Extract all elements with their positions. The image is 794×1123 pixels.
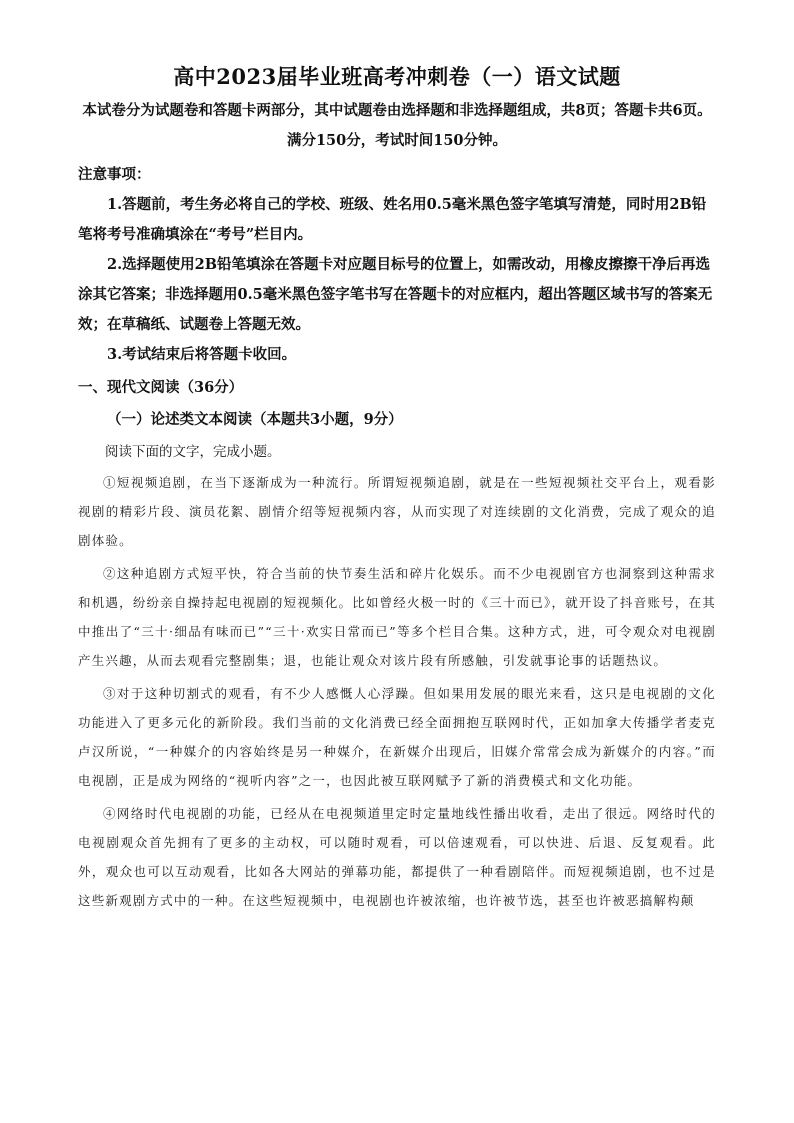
subsection-heading: （一）论述类文本阅读（本题共3小题，9分）	[107, 411, 403, 428]
notice-item-2: 2.选择题使用2B铅笔填涂在答题卡对应题目标号的位置上，如需改动，用橡皮擦擦干净后再选涂其它答案；非选择题用0.5毫米黑色签字笔书写在答题卡的对应框内，超出答题区域书写的答案无效；在草稿纸、试题卷上答题无效。	[78, 256, 713, 333]
passage-paragraph-4: ④网络时代电视剧的功能，已经从在电视频道里定时定量地线性播出收看，走出了很远。网络时代的电视剧观众首先拥有了更多的主动权，可以随时观看，可以倍速观看，可以快进、后退、反复观看。此外，观众也可以互动观看，比如各大网站的弹幕功能，都提供了一种看剧陪伴。而短视频追剧，也不过是这些新观剧方式中的一种。在这些短视频中，电视剧也许被浓缩，也许被节选，甚至也许被恶搞解构颠	[78, 806, 716, 908]
notice-item-3: 3.考试结束后将答题卡收回。	[107, 346, 297, 363]
passage-paragraph-2: ②这种追剧方式短平快，符合当前的快节奏生活和碎片化娱乐。而不少电视剧官方也洞察到这种需求和机遇，纷纷亲自操持起电视剧的短视频化。比如曾经火极一时的《三十而已》，就开设了抖音账号，在其中推出了“三十·细品有味而已”“三十·欢实日常而已”等多个栏目合集。这种方式，进，可令观众对电视剧产生兴趣，从而去观看完整剧集；退，也能让观众对该片段有所感触，引发就事论事的话题热议。	[78, 566, 716, 668]
exam-intro: 本试卷分为试题卷和答题卡两部分，其中试题卷由选择题和非选择题组成，共8页；答题卡共6页。	[82, 102, 712, 119]
section-heading: 一、现代文阅读（36分）	[78, 379, 244, 396]
notice-item-1: 1.答题前，考生务必将自己的学校、班级、姓名用0.5毫米黑色签字笔填写清楚，同时用2B铅笔将考号准确填涂在“考号”栏目内。	[78, 196, 707, 243]
notice-heading: 注意事项：	[78, 166, 151, 183]
passage-paragraph-1: ①短视频追剧，在当下逐渐成为一种流行。所谓短视频追剧，就是在一些短视频社交平台上，观看影视剧的精彩片段、演员花絮、剧情介绍等短视频内容，从而实现了对连续剧的文化消费，完成了观众的追剧体验。	[78, 475, 716, 548]
exam-title: 高中2023届毕业班高考冲刺卷（一）语文试题	[173, 64, 621, 89]
passage-paragraph-3: ③对于这种切割式的观看，有不少人感慨人心浮躁。但如果用发展的眼光来看，这只是电视剧的文化功能进入了更多元化的新阶段。我们当前的文化消费已经全面拥抱互联网时代，正如加拿大传播学者麦克卢汉所说，“一种媒介的内容始终是另一种媒介，在新媒介出现后，旧媒介常常会成为新媒介的内容。”而电视剧，正是成为网络的“视听内容”之一，也因此被互联网赋予了新的消费模式和文化功能。	[78, 686, 716, 788]
exam-score-time: 满分150分，考试时间150分钟。	[286, 132, 508, 149]
reading-instruction: 阅读下面的文字，完成小题。	[105, 444, 281, 460]
